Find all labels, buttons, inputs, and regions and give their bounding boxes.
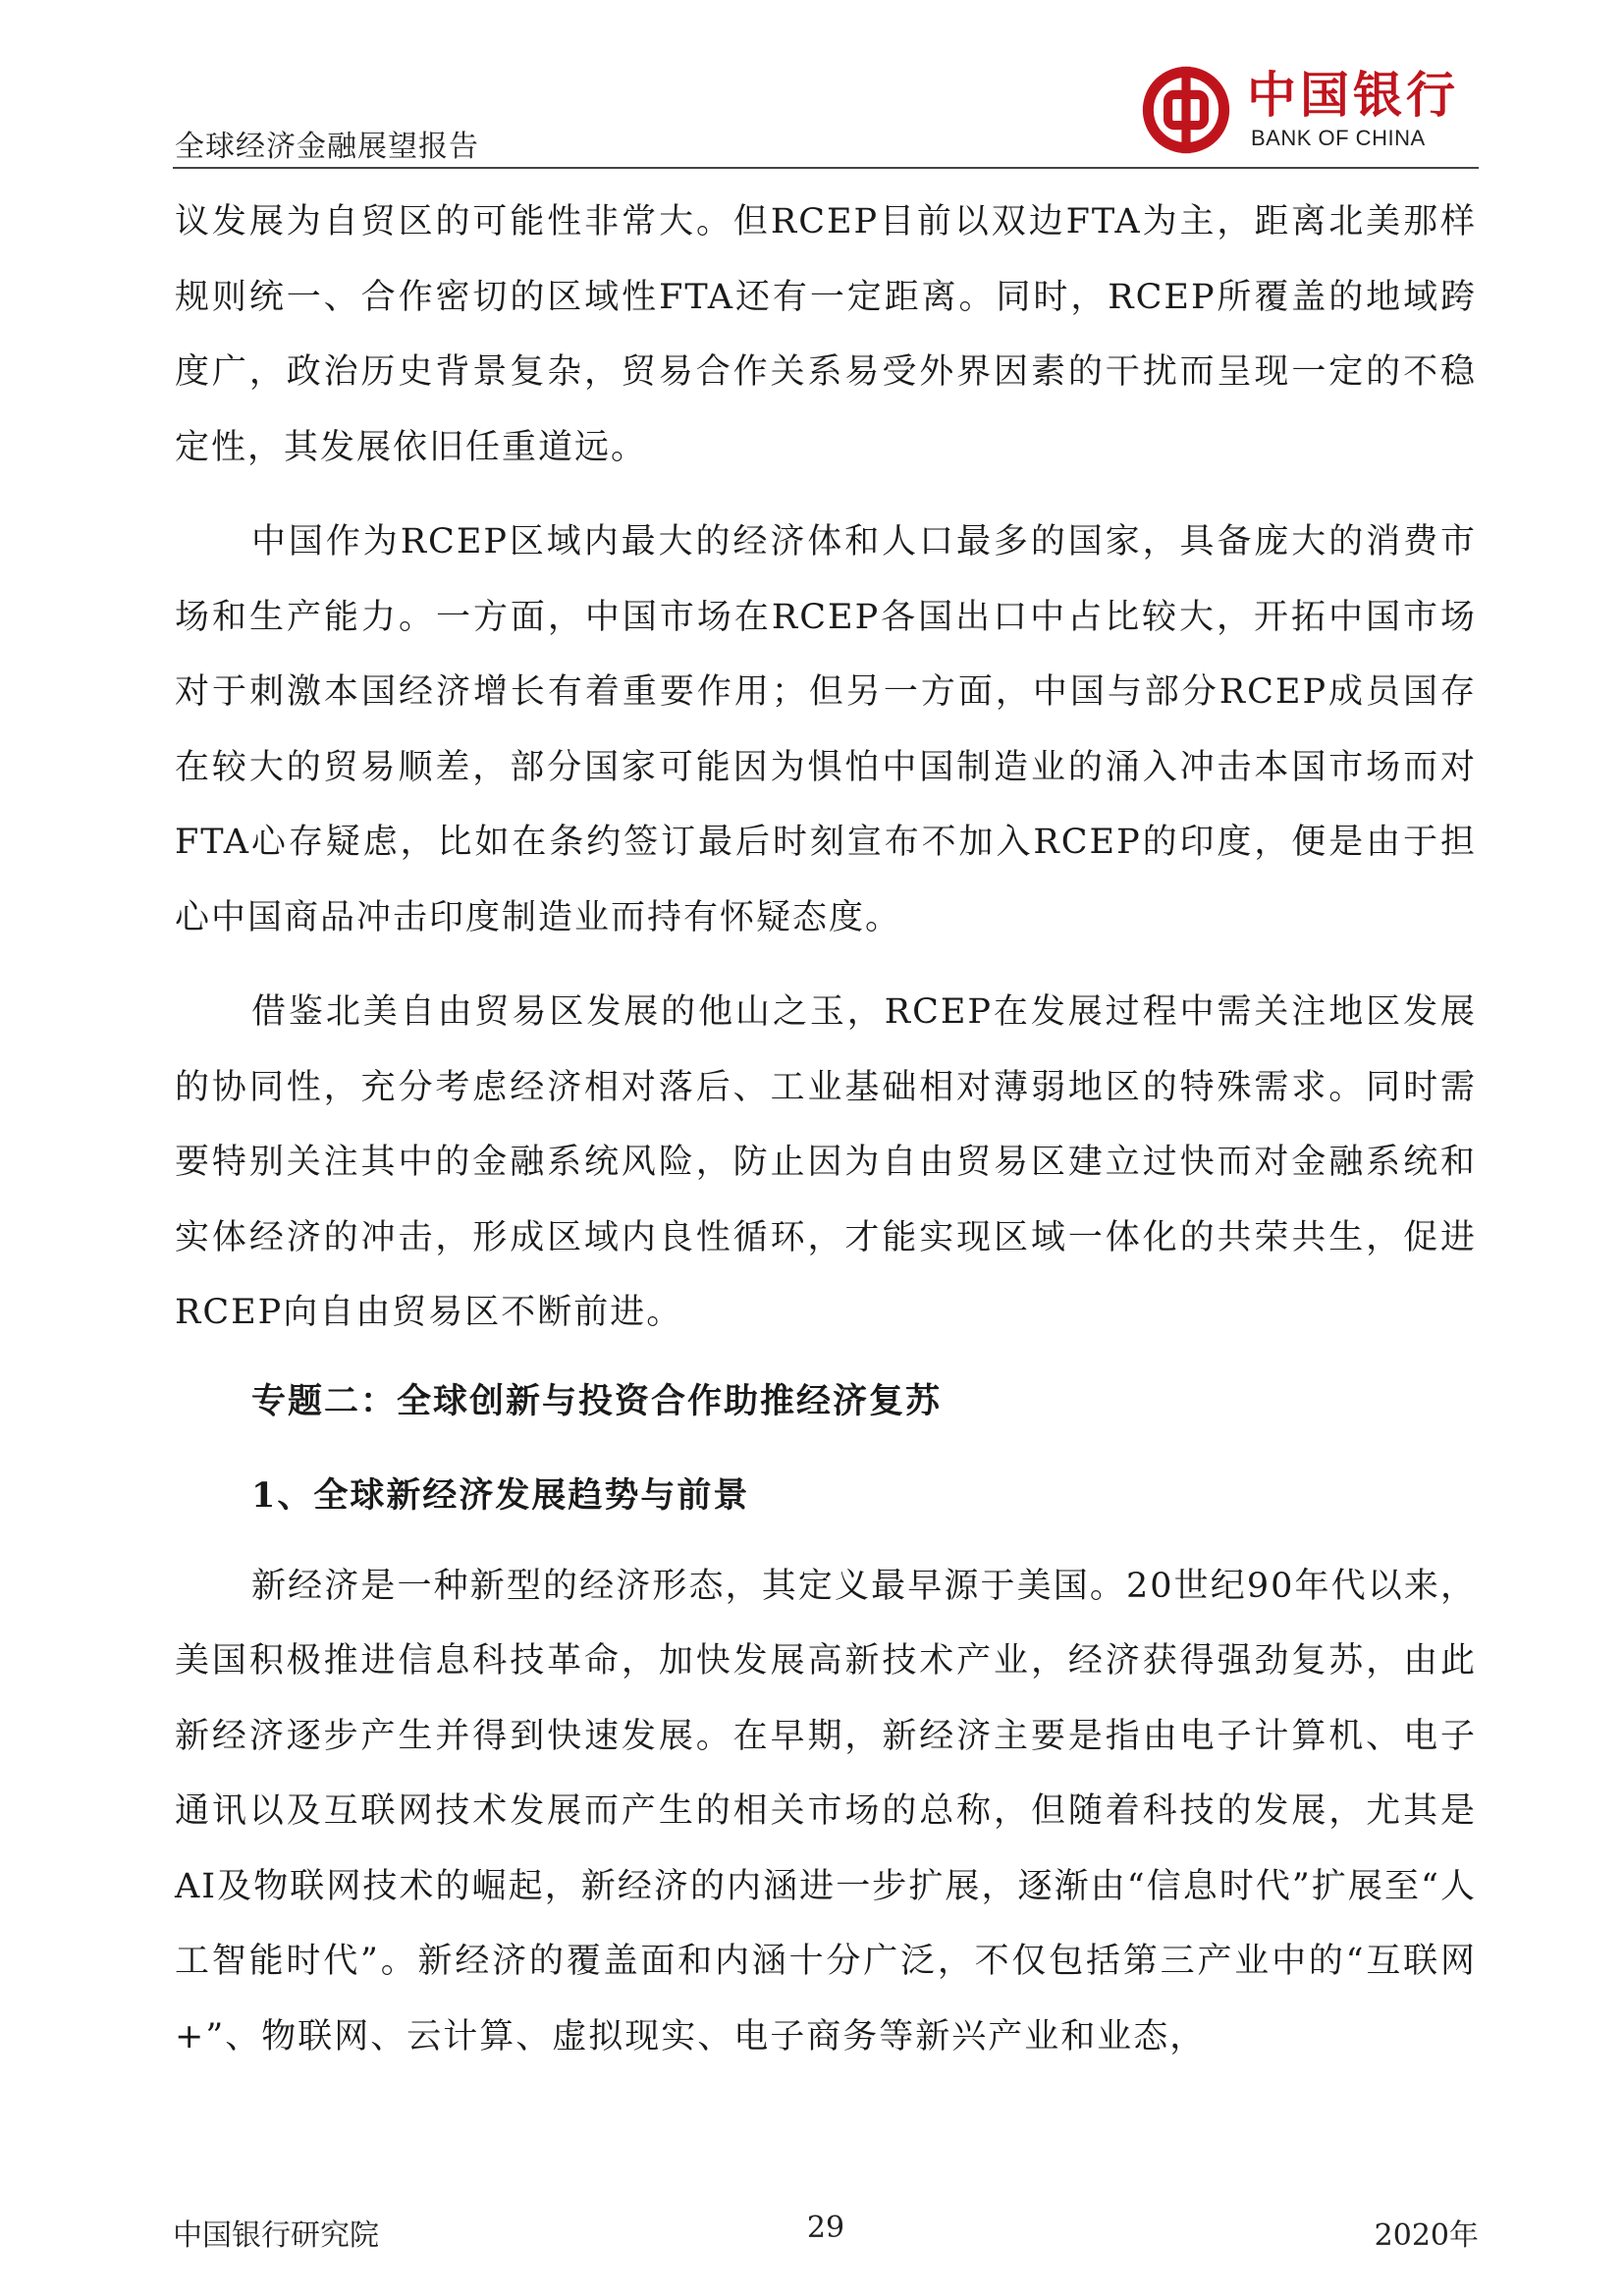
page-footer	[173, 2211, 1479, 2253]
page-header	[173, 59, 1479, 169]
logo-name-english: BANK OF CHINA	[1251, 126, 1426, 150]
section-heading: 专题二：全球创新与投资合作助推经济复苏	[251, 1380, 943, 1421]
logo-name-chinese: 中国银行	[1247, 66, 1459, 124]
page-body	[175, 185, 1477, 2074]
footer-year: 2020年	[1374, 2218, 1479, 2253]
body-paragraph: 新经济是一种新型的经济形态，其定义最早源于美国。20世纪90年代以来，美国积极推进信息科技革命，加快发展高新技术产业，经济获得强劲复苏，由此新经济逐步产生并得到快速发展。在早期，新经济主要是指由电子计算机、电子通讯以及互联网技术发展而产生的相关市场的总称，但随着科技的发展，尤其是AI及物联网技术的崛起，新经济的内涵进一步扩展，逐渐由“信息时代”扩展至“人工智能时代”。新经济的覆盖面和内涵十分广泛，不仅包括第三产业中的“互联网+”、物联网、云计算、虚拟现实、电子商务等新兴产业和业态，	[175, 1566, 1477, 2056]
header-divider	[173, 167, 1479, 169]
page-number: 29	[806, 2211, 845, 2245]
footer-publisher: 中国银行研究院	[173, 2218, 379, 2253]
report-title: 全球经济金融展望报告	[175, 130, 479, 164]
body-paragraph: 借鉴北美自由贸易区发展的他山之玉，RCEP在发展过程中需关注地区发展的协同性，充分考虑经济相对落后、工业基础相对薄弱地区的特殊需求。同时需要特别关注其中的金融系统风险，防止因为自由贸易区建立过快而对金融系统和实体经济的冲击，形成区域内良性循环，才能实现区域一体化的共荣共生，促进RCEP向自由贸易区不断前进。	[175, 992, 1477, 1332]
body-paragraph: 议发展为自贸区的可能性非常大。但RCEP目前以双边FTA为主，距离北美那样规则统一、合作密切的区域性FTA还有一定距离。同时，RCEP所覆盖的地域跨度广，政治历史背景复杂，贸易合作关系易受外界因素的干扰而呈现一定的不稳定性，其发展依旧任重道远。	[175, 202, 1477, 467]
bank-of-china-logo-icon	[1141, 65, 1231, 155]
bank-logo	[1141, 65, 1465, 159]
body-paragraph: 中国作为RCEP区域内最大的经济体和人口最多的国家，具备庞大的消费市场和生产能力。一方面，中国市场在RCEP各国出口中占比较大，开拓中国市场对于刺激本国经济增长有着重要作用；但另一方面，中国与部分RCEP成员国存在较大的贸易顺差，部分国家可能因为惧怕中国制造业的涌入冲击本国市场而对FTA心存疑虑，比如在条约签订最后时刻宣布不加入RCEP的印度，便是由于担心中国商品冲击印度制造业而持有怀疑态度。	[175, 522, 1477, 937]
subsection-heading: 1、全球新经济发展趋势与前景	[251, 1474, 750, 1516]
